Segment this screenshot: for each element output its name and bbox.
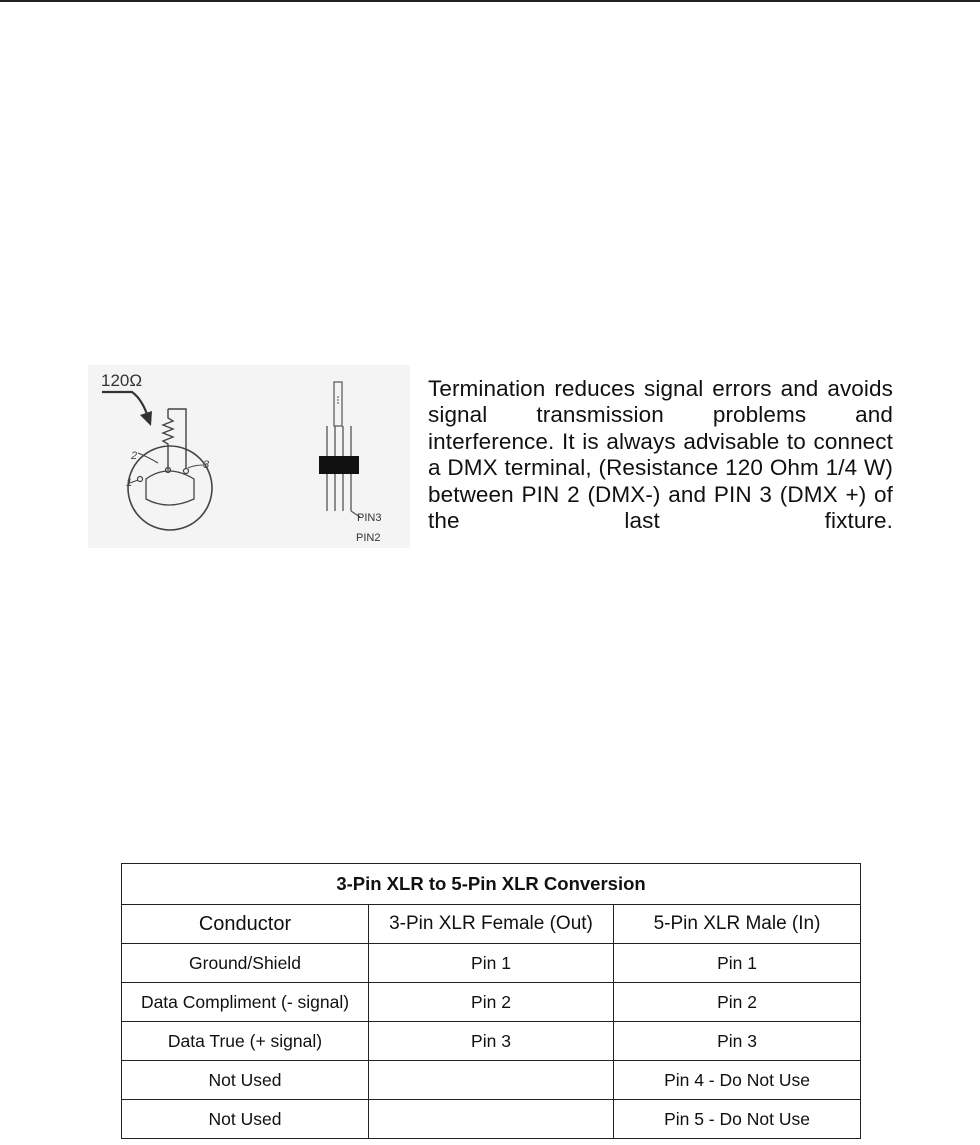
five-pin-cell: Pin 1 bbox=[614, 944, 861, 983]
resistor-arrowhead bbox=[140, 411, 152, 426]
xlr-conversion-table bbox=[121, 863, 861, 1139]
table-row bbox=[122, 983, 861, 1022]
resistor-arrow bbox=[102, 392, 148, 417]
conductor-cell: Ground/Shield bbox=[122, 944, 369, 983]
resistor-wire bbox=[168, 409, 186, 469]
three-pin-cell: Pin 2 bbox=[369, 983, 614, 1022]
three-pin-cell bbox=[369, 1100, 614, 1139]
terminator-resistor-body bbox=[334, 382, 342, 426]
xlr-pin-area bbox=[146, 471, 194, 505]
conductor-cell: Data True (+ signal) bbox=[122, 1022, 369, 1061]
header-5pin-male: 5-Pin XLR Male (In) bbox=[614, 905, 861, 944]
conductor-cell: Not Used bbox=[122, 1061, 369, 1100]
pin-3-dot bbox=[184, 469, 189, 474]
pin-2-number: 2 bbox=[131, 450, 138, 462]
pin-3-leader bbox=[188, 465, 204, 468]
resistor-value-label: 120Ω bbox=[101, 371, 143, 390]
five-pin-cell: Pin 3 bbox=[614, 1022, 861, 1061]
resistor-symbol bbox=[163, 409, 173, 470]
five-pin-cell: Pin 2 bbox=[614, 983, 861, 1022]
table-row bbox=[122, 1022, 861, 1061]
five-pin-cell: Pin 4 - Do Not Use bbox=[614, 1061, 861, 1100]
pin3-label: PIN3 bbox=[357, 512, 382, 524]
five-pin-cell: Pin 5 - Do Not Use bbox=[614, 1100, 861, 1139]
pin-3-number: 3 bbox=[203, 459, 210, 471]
three-pin-cell: Pin 3 bbox=[369, 1022, 614, 1061]
pin-1-dot bbox=[138, 477, 143, 482]
three-pin-cell bbox=[369, 1061, 614, 1100]
xlr-termination-drawing bbox=[88, 365, 410, 548]
table-row bbox=[122, 944, 861, 983]
xlr-connector-outline bbox=[128, 446, 212, 530]
top-rule bbox=[0, 0, 980, 2]
pin2-label: PIN2 bbox=[356, 532, 381, 544]
table-title: 3-Pin XLR to 5-Pin XLR Conversion bbox=[122, 864, 861, 905]
header-3pin-female: 3-Pin XLR Female (Out) bbox=[369, 905, 614, 944]
conductor-cell: Not Used bbox=[122, 1100, 369, 1139]
table-row bbox=[122, 1061, 861, 1100]
termination-description: Termination reduces signal errors and avoids signal transmission problems and interference. It is always advisable to connect a DMX terminal, (Resistance 120 Ohm 1/4 W) between PIN 2 (DMX-) and PIN 3 (DMX +) of the last fixture. bbox=[428, 376, 893, 534]
terminator-resistor-bands bbox=[337, 397, 339, 403]
pin-1-number: 1 bbox=[126, 477, 133, 489]
header-conductor: Conductor bbox=[122, 905, 369, 944]
terminator-clamp bbox=[319, 456, 359, 474]
conductor-cell: Data Compliment (- signal) bbox=[122, 983, 369, 1022]
termination-diagram bbox=[88, 365, 410, 548]
table-row bbox=[122, 1100, 861, 1139]
three-pin-cell: Pin 1 bbox=[369, 944, 614, 983]
